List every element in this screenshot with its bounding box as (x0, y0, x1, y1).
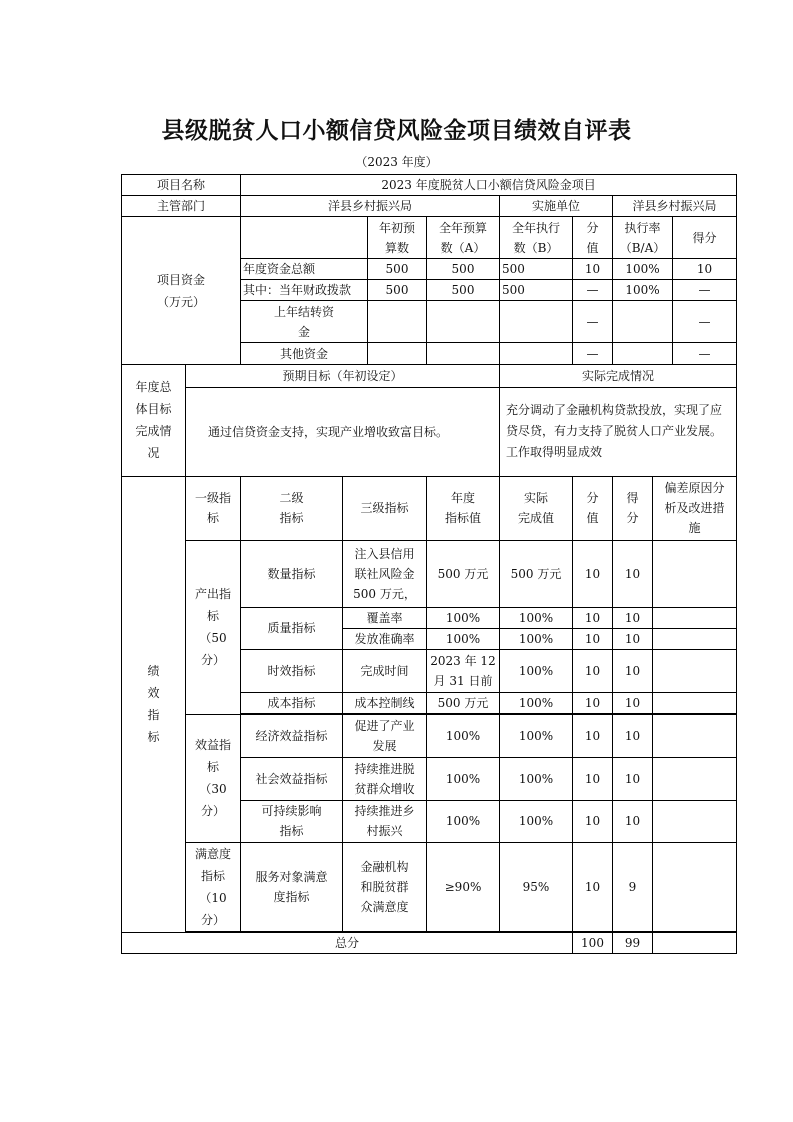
score-cell: 10 (613, 692, 653, 713)
score-cell: 10 (613, 540, 653, 607)
funds-cell: 500 (427, 280, 500, 301)
target-cell: 100% (427, 714, 500, 757)
perf-header-deviation: 偏差原因分 析及改进措 施 (653, 476, 737, 540)
funds-cell: — (673, 280, 737, 301)
perf-header-score-value: 分 值 (573, 476, 613, 540)
impl-value: 洋县乡村振兴局 (613, 196, 737, 217)
total-note (653, 932, 737, 953)
funds-cell (427, 343, 500, 365)
target-cell: 2023 年 12 月 31 日前 (427, 649, 500, 692)
score-value-cell: 10 (573, 842, 613, 931)
performance-table (121, 476, 737, 954)
actual-cell: 100% (500, 714, 573, 757)
target-cell: 100% (427, 607, 500, 628)
note-cell (653, 628, 737, 649)
note-cell (653, 649, 737, 692)
project-funds-table (121, 174, 737, 365)
funds-cell: — (673, 301, 737, 343)
goals-actual-header: 实际完成情况 (500, 365, 737, 387)
perf-header-score: 得 分 (613, 476, 653, 540)
project-name-value: 2023 年度脱贫人口小额信贷风险金项目 (241, 175, 737, 196)
goals-actual-text: 充分调动了金融机构贷款投放，实现了应贷尽贷，有力支持了脱贫人口产业发展。工作取得明显成效 (500, 387, 737, 476)
funds-header-budget: 全年预算 数（A） (427, 217, 500, 259)
funds-header-blank (241, 217, 368, 259)
funds-cell (500, 301, 573, 343)
level3-cell: 持续推进乡 村振兴 (343, 800, 427, 842)
goals-label: 年度总 体目标 完成情 况 (122, 365, 186, 476)
document-year: （2023 年度） (355, 155, 438, 169)
level2-cell: 成本指标 (241, 692, 343, 713)
funds-cell: 10 (673, 259, 737, 280)
group-satisfaction: 满意度 指标 （10 分） (186, 842, 241, 931)
level2-cell: 数量指标 (241, 540, 343, 607)
funds-row-label: 其他资金 (241, 343, 368, 365)
project-name-label: 项目名称 (122, 175, 241, 196)
score-cell: 10 (613, 714, 653, 757)
funds-header-score: 得分 (673, 217, 737, 259)
performance-label: 绩 效 指 标 (122, 476, 186, 932)
perf-header-level1: 一级指 标 (186, 476, 241, 540)
level3-cell: 注入县信用 联社风险金 500 万元， (343, 540, 427, 607)
funds-cell (500, 343, 573, 365)
funds-cell: — (573, 343, 613, 365)
funds-cell: 10 (573, 259, 613, 280)
note-cell (653, 842, 737, 931)
funds-header-initial: 年初预 算数 (368, 217, 427, 259)
level2-cell: 质量指标 (241, 607, 343, 649)
score-cell: 9 (613, 842, 653, 931)
score-value-cell: 10 (573, 714, 613, 757)
note-cell (653, 540, 737, 607)
group-benefit: 效益指 标 （30 分） (186, 714, 241, 842)
total-label: 总分 (122, 932, 573, 953)
table-row (122, 540, 737, 607)
perf-header-actual: 实际 完成值 (500, 476, 573, 540)
actual-cell: 100% (500, 757, 573, 800)
level2-cell: 经济效益指标 (241, 714, 343, 757)
level2-cell: 服务对象满意 度指标 (241, 842, 343, 931)
funds-cell (368, 301, 427, 343)
funds-cell: 500 (368, 259, 427, 280)
level2-cell: 社会效益指标 (241, 757, 343, 800)
funds-row-label: 上年结转资 金 (241, 301, 368, 343)
funds-cell: 100% (613, 259, 673, 280)
funds-cell: — (673, 343, 737, 365)
target-cell: 500 万元 (427, 692, 500, 713)
dept-label: 主管部门 (122, 196, 241, 217)
score-value-cell: 10 (573, 649, 613, 692)
score-cell: 10 (613, 649, 653, 692)
level3-cell: 成本控制线 (343, 692, 427, 713)
perf-header-level3: 三级指标 (343, 476, 427, 540)
level3-cell: 金融机构 和脱贫群 众满意度 (343, 842, 427, 931)
score-value-cell: 10 (573, 607, 613, 628)
score-cell: 10 (613, 607, 653, 628)
funds-row-label: 其中：当年财政拨款 (241, 280, 368, 301)
score-value-cell: 10 (573, 757, 613, 800)
funds-cell: 500 (368, 280, 427, 301)
actual-cell: 500 万元 (500, 540, 573, 607)
dept-value: 洋县乡村振兴局 (241, 196, 500, 217)
funds-cell (368, 343, 427, 365)
actual-cell: 95% (500, 842, 573, 931)
score-cell: 10 (613, 800, 653, 842)
funds-cell: 100% (613, 280, 673, 301)
actual-cell: 100% (500, 628, 573, 649)
score-cell: 10 (613, 757, 653, 800)
perf-header-level2: 二级 指标 (241, 476, 343, 540)
target-cell: 100% (427, 628, 500, 649)
funds-cell: 500 (427, 259, 500, 280)
impl-label: 实施单位 (500, 196, 613, 217)
level3-cell: 覆盖率 (343, 607, 427, 628)
score-value-cell: 10 (573, 800, 613, 842)
level3-cell: 持续推进脱 贫群众增收 (343, 757, 427, 800)
note-cell (653, 607, 737, 628)
target-cell: ≥90% (427, 842, 500, 931)
goals-expected-header: 预期目标（年初设定） (186, 365, 500, 387)
funds-cell (427, 301, 500, 343)
group-output: 产出指 标 （50 分） (186, 540, 241, 714)
funds-cell: — (573, 301, 613, 343)
total-row (122, 932, 737, 953)
funds-label: 项目资金 （万元） (122, 217, 241, 365)
funds-cell: 500 (500, 259, 573, 280)
level2-cell: 时效指标 (241, 649, 343, 692)
note-cell (653, 800, 737, 842)
funds-cell (613, 343, 673, 365)
actual-cell: 100% (500, 692, 573, 713)
table-row (122, 714, 737, 757)
note-cell (653, 692, 737, 713)
funds-header-score-value: 分 值 (573, 217, 613, 259)
funds-cell: — (573, 280, 613, 301)
note-cell (653, 757, 737, 800)
goals-expected-text: 通过信贷资金支持，实现产业增收致富目标。 (186, 387, 500, 476)
funds-header-rate: 执行率 （B/A） (613, 217, 673, 259)
target-cell: 100% (427, 757, 500, 800)
score-value-cell: 10 (573, 692, 613, 713)
total-score: 99 (613, 932, 653, 953)
note-cell (653, 714, 737, 757)
level3-cell: 发放准确率 (343, 628, 427, 649)
goals-table (121, 365, 737, 477)
level2-cell: 可持续影响 指标 (241, 800, 343, 842)
table-row (122, 842, 737, 931)
perf-header-target: 年度 指标值 (427, 476, 500, 540)
actual-cell: 100% (500, 607, 573, 628)
actual-cell: 100% (500, 800, 573, 842)
funds-header-executed: 全年执行 数（B） (500, 217, 573, 259)
score-value-cell: 10 (573, 540, 613, 607)
level3-cell: 完成时间 (343, 649, 427, 692)
score-value-cell: 10 (573, 628, 613, 649)
actual-cell: 100% (500, 649, 573, 692)
target-cell: 100% (427, 800, 500, 842)
funds-cell: 500 (500, 280, 573, 301)
funds-cell (613, 301, 673, 343)
score-cell: 10 (613, 628, 653, 649)
funds-row-label: 年度资金总额 (241, 259, 368, 280)
level3-cell: 促进了产业 发展 (343, 714, 427, 757)
document-title: 县级脱贫人口小额信贷风险金项目绩效自评表 (161, 118, 632, 144)
total-value: 100 (573, 932, 613, 953)
target-cell: 500 万元 (427, 540, 500, 607)
